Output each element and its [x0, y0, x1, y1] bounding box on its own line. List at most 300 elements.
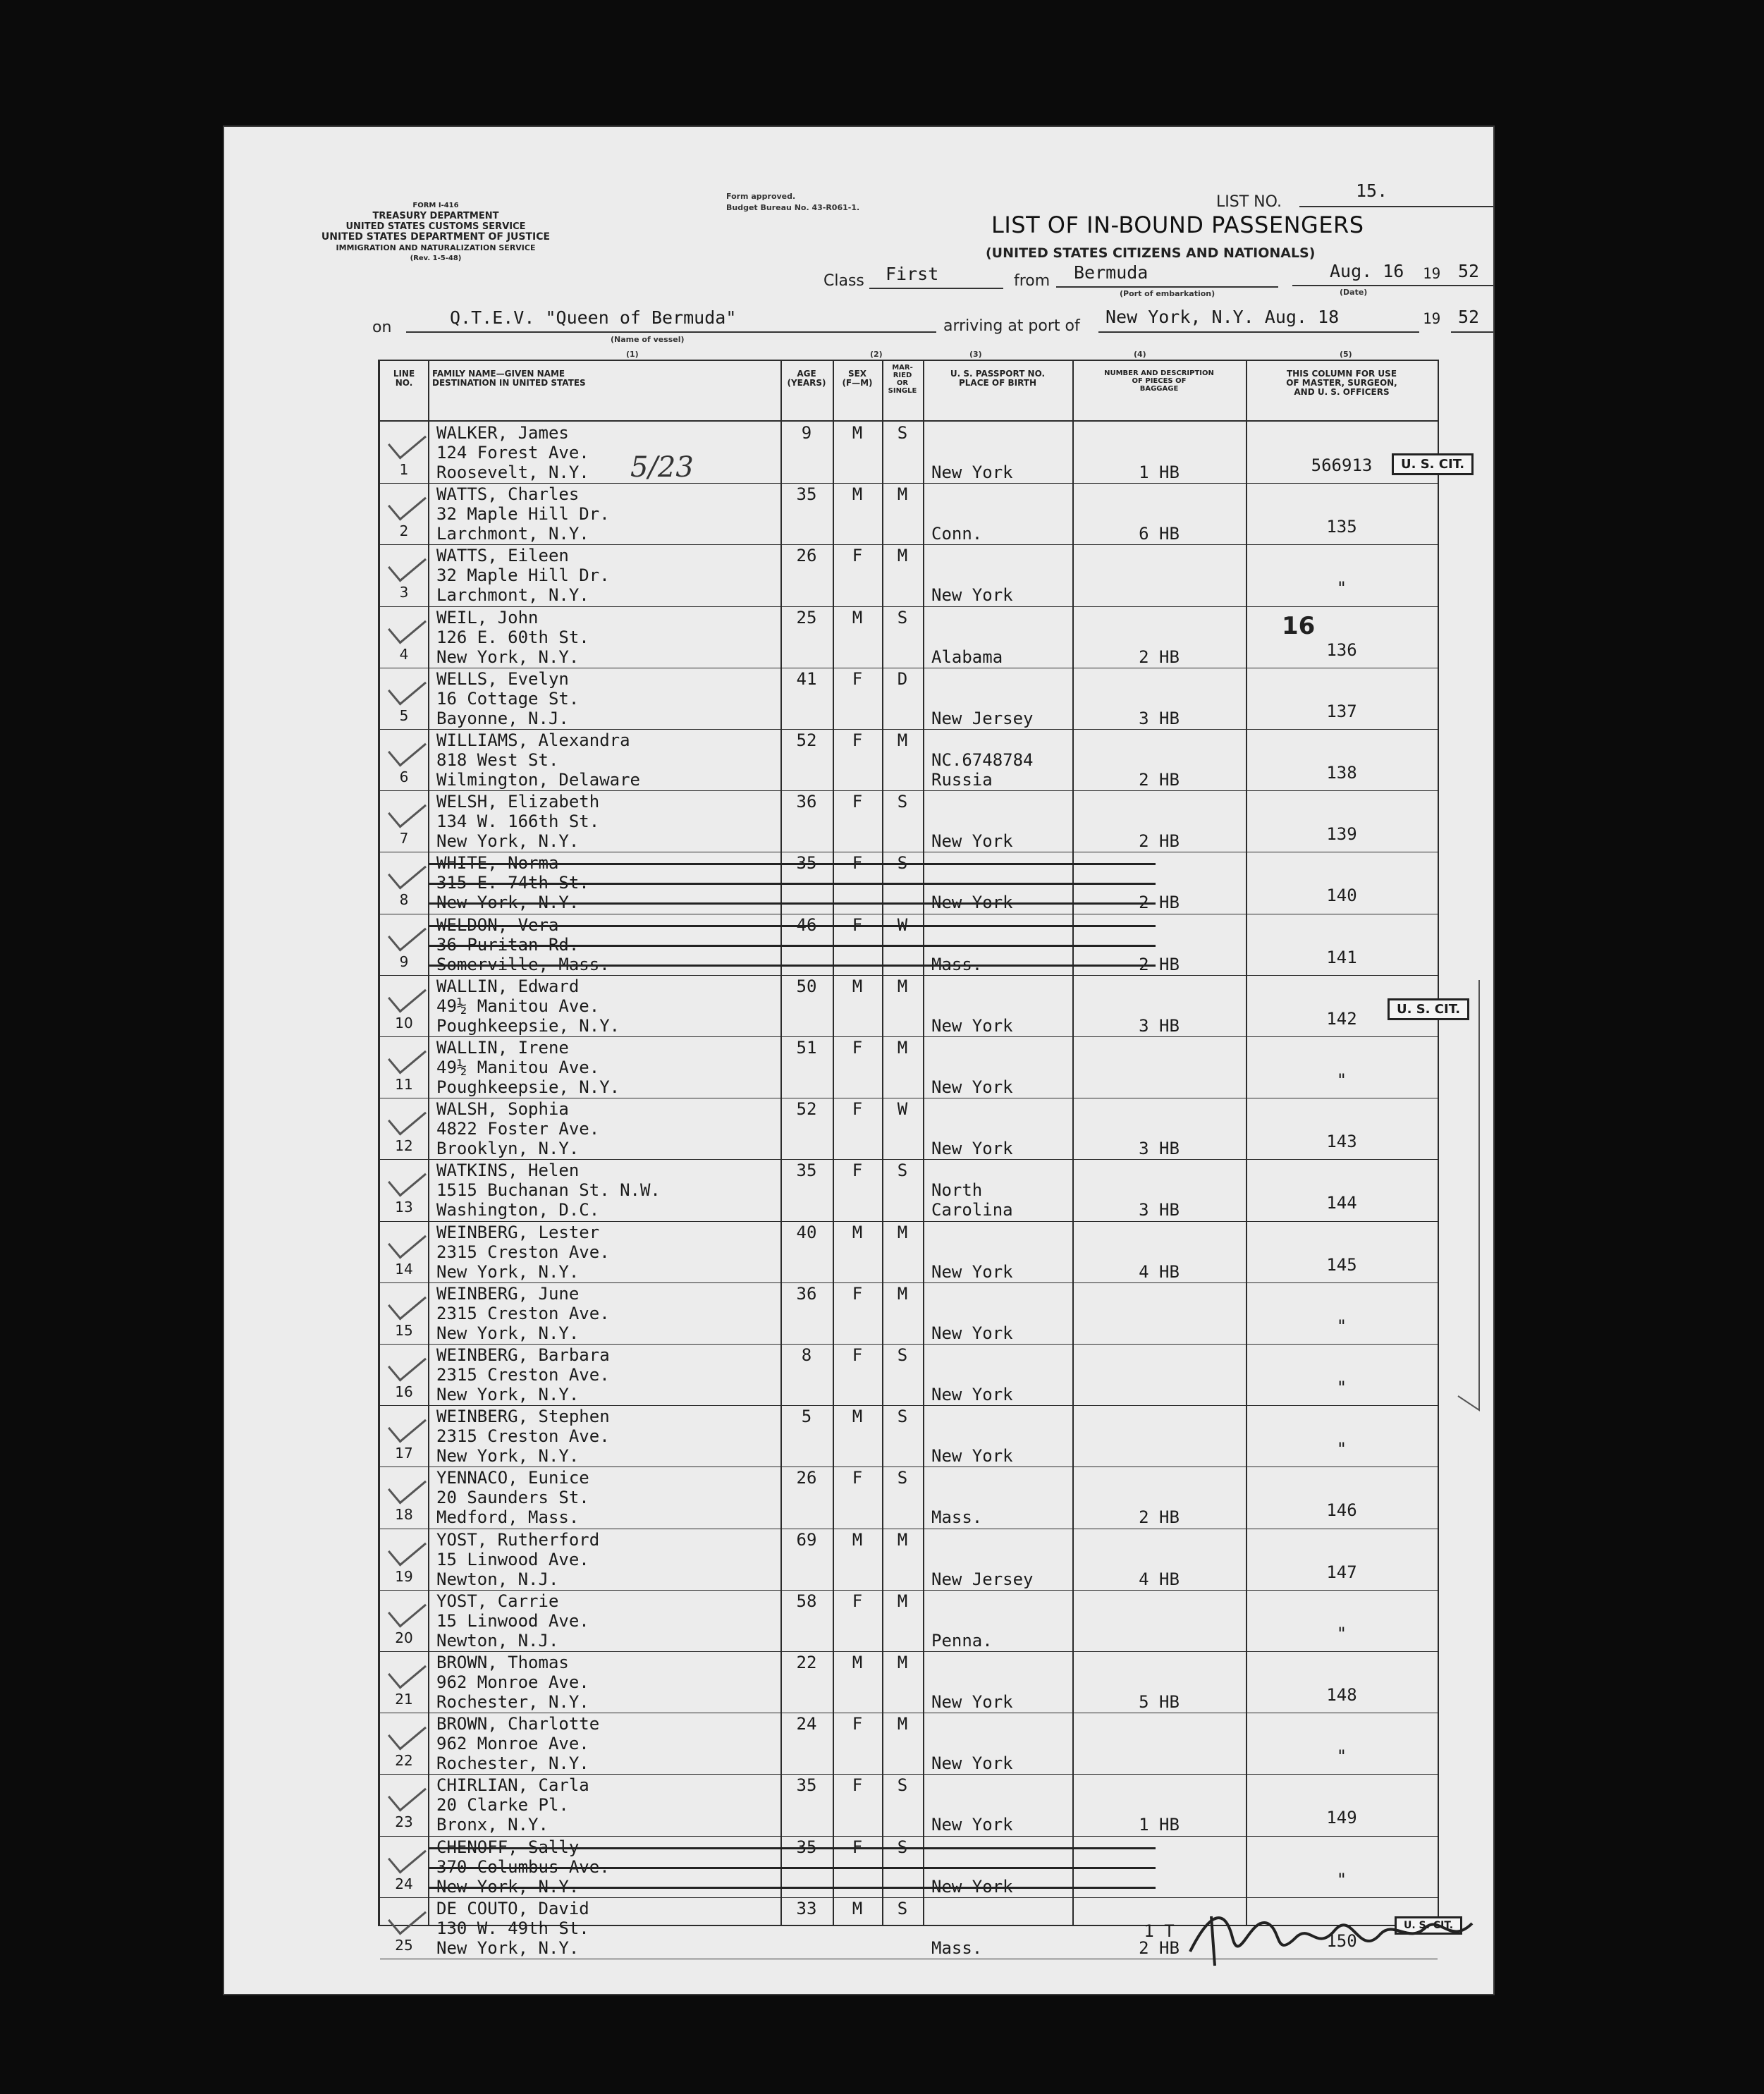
- address-street: 16 Cottage St.: [436, 688, 580, 709]
- line-number: 10: [395, 1014, 413, 1031]
- col-header-married: MAR- RIED OR SINGLE: [888, 364, 917, 395]
- table-row: [380, 729, 1438, 790]
- birth-place: New York: [931, 585, 1013, 606]
- budget-bureau: Budget Bureau No. 43-R061-1.: [726, 203, 860, 212]
- marital-status: S: [897, 1345, 908, 1365]
- table-row: [380, 852, 1438, 913]
- check-mark: [388, 1037, 427, 1074]
- officer-notes: ": [1336, 1070, 1347, 1090]
- officer-notes: ": [1336, 1746, 1347, 1767]
- table-row: [380, 1344, 1438, 1405]
- departure-year: 52: [1458, 261, 1480, 281]
- address-city: New York, N.Y.: [436, 1876, 580, 1897]
- handwritten-number: 16: [1282, 612, 1316, 640]
- sex: M: [852, 1529, 863, 1550]
- officer-notes: 136: [1326, 639, 1357, 660]
- strike-through: [429, 902, 1156, 905]
- line-number: 8: [399, 891, 409, 909]
- strike-through: [429, 925, 1156, 927]
- vessel-caption: (Name of vessel): [611, 335, 685, 344]
- address-city: Poughkeepsie, N.Y.: [436, 1077, 620, 1097]
- birth-place: New York: [931, 1446, 1013, 1467]
- birth-place: New York: [931, 1876, 1013, 1897]
- baggage: 1 HB: [1139, 463, 1180, 482]
- age: 51: [796, 1038, 817, 1058]
- line-number: 20: [395, 1629, 413, 1646]
- address-city: Bayonne, N.J.: [436, 708, 569, 728]
- marital-status: D: [897, 668, 908, 689]
- officer-notes: 141: [1326, 947, 1357, 967]
- address-city: Rochester, N.Y.: [436, 1753, 589, 1774]
- passenger-name: WELSH, Elizabeth: [436, 792, 600, 812]
- handwritten-date: 5/23: [630, 451, 694, 484]
- line-number: 23: [395, 1813, 413, 1831]
- address-street: 130 W. 49th St.: [436, 1918, 589, 1938]
- table-row: [380, 1774, 1438, 1835]
- address-city: Medford, Mass.: [436, 1507, 580, 1528]
- birth-place: Mass.: [931, 954, 983, 974]
- marital-status: S: [897, 853, 908, 874]
- list-no-label: LIST NO.: [1216, 193, 1282, 211]
- check-mark: [388, 484, 427, 521]
- address-city: Newton, N.J.: [436, 1569, 559, 1589]
- marital-status: M: [897, 1529, 908, 1550]
- address-city: Rochester, N.Y.: [436, 1692, 589, 1712]
- marital-status: M: [897, 1591, 908, 1611]
- birth-place-top: North: [931, 1180, 983, 1201]
- passenger-name: DE COUTO, David: [436, 1898, 589, 1918]
- table-row: [380, 606, 1438, 668]
- address-street: 2315 Creston Ave.: [436, 1426, 610, 1447]
- check-mark: [388, 1591, 427, 1627]
- sex: M: [852, 1898, 863, 1918]
- age: 50: [796, 976, 817, 996]
- passenger-name: WALSH, Sophia: [436, 1099, 569, 1120]
- sex: M: [852, 1222, 863, 1242]
- age: 35: [796, 1775, 817, 1796]
- birth-place: Alabama: [931, 647, 1003, 667]
- birth-place: New York: [931, 1015, 1013, 1036]
- officer-notes: 138: [1326, 763, 1357, 783]
- sex: F: [852, 668, 863, 689]
- arrival-underline: [1098, 331, 1419, 333]
- baggage: 4 HB: [1139, 1569, 1180, 1589]
- check-mark: [388, 422, 427, 459]
- passenger-name: WEINBERG, Stephen: [436, 1407, 610, 1427]
- line-number: 6: [399, 769, 409, 785]
- sex: M: [852, 484, 863, 505]
- line-number: 7: [399, 830, 409, 847]
- sex: F: [852, 1161, 863, 1181]
- year-underline: [1451, 331, 1493, 333]
- address-street: 962 Monroe Ave.: [436, 1734, 589, 1754]
- marital-status: W: [897, 914, 908, 935]
- officer-notes: 147: [1326, 1562, 1357, 1582]
- strike-through: [429, 1887, 1156, 1889]
- check-mark: [388, 1161, 427, 1197]
- officer-notes: 148: [1326, 1685, 1357, 1705]
- passenger-name: WEINBERG, Barbara: [436, 1345, 610, 1365]
- col-header-name: FAMILY NAME—GIVEN NAME DESTINATION IN UNITED STATES: [432, 369, 586, 388]
- passenger-name: WALLIN, Irene: [436, 1038, 569, 1058]
- sex: F: [852, 853, 863, 874]
- baggage: 2 HB: [1139, 893, 1180, 913]
- check-mark: [388, 1529, 427, 1566]
- line-number: 2: [399, 522, 409, 540]
- address-street: 15 Linwood Ave.: [436, 1610, 589, 1631]
- officer-notes: ": [1336, 1378, 1347, 1397]
- check-mark: [388, 853, 427, 890]
- arrival-year: 52: [1458, 307, 1480, 327]
- check-mark: [388, 1468, 427, 1505]
- departure-date: Aug. 16: [1330, 261, 1404, 281]
- vessel-name: Q.T.E.V. "Queen of Bermuda": [450, 307, 737, 328]
- table-row: [380, 1405, 1438, 1467]
- baggage: 6 HB: [1139, 524, 1180, 544]
- age: 24: [796, 1714, 817, 1734]
- check-mark: [388, 730, 427, 766]
- page-subtitle: (UNITED STATES CITIZENS AND NATIONALS): [986, 245, 1316, 261]
- address-street: 962 Monroe Ave.: [436, 1672, 589, 1692]
- marital-status: S: [897, 1837, 908, 1857]
- address-city: New York, N.Y.: [436, 647, 580, 667]
- birth-place: Russia: [931, 770, 993, 790]
- sex: F: [852, 792, 863, 812]
- check-mark: [388, 1099, 427, 1136]
- line-number: 16: [395, 1383, 413, 1400]
- marital-status: M: [897, 1714, 908, 1734]
- treasury-dept: TREASURY DEPARTMENT: [372, 211, 499, 221]
- baggage: 2 HB: [1139, 1937, 1180, 1958]
- marital-status: M: [897, 1653, 908, 1672]
- sex: M: [852, 976, 863, 996]
- age: 8: [801, 1345, 812, 1365]
- passenger-name: WELLS, Evelyn: [436, 668, 569, 689]
- passenger-name: CHENOFF, Sally: [436, 1837, 580, 1857]
- birth-place: New York: [931, 831, 1013, 852]
- age: 9: [801, 423, 812, 443]
- check-mark: [388, 976, 427, 1012]
- officer-notes: 143: [1326, 1132, 1357, 1152]
- us-cit-stamp-3: U. S. CIT.: [1395, 1916, 1462, 1935]
- passenger-name: WEIL, John: [436, 607, 539, 627]
- col-header-baggage: NUMBER AND DESCRIPTION OF PIECES OF BAGGAGE: [1104, 369, 1214, 393]
- address-city: Washington, D.C.: [436, 1200, 600, 1220]
- marital-status: S: [897, 1161, 908, 1181]
- line-number: 3: [399, 584, 409, 601]
- form-number: FORM I-416: [412, 202, 459, 209]
- table-row: [380, 1221, 1438, 1282]
- passenger-name: CHIRLIAN, Carla: [436, 1775, 589, 1796]
- sex: M: [852, 1407, 863, 1427]
- table-row: [380, 1713, 1438, 1774]
- baggage: 3 HB: [1139, 1139, 1180, 1159]
- baggage: 3 HB: [1139, 1200, 1180, 1220]
- birth-place: New York: [931, 1139, 1013, 1159]
- line-number: 25: [395, 1936, 413, 1954]
- address-city: Bronx, N.Y.: [436, 1815, 549, 1835]
- address-street: 4822 Foster Ave.: [436, 1119, 600, 1139]
- table-row: [380, 790, 1438, 852]
- marital-status: S: [897, 1898, 908, 1918]
- from-value: Bermuda: [1074, 262, 1149, 283]
- address-street: 36 Puritan Rd.: [436, 934, 580, 955]
- class-label: Class: [823, 272, 864, 290]
- age: 58: [796, 1591, 817, 1611]
- customs-service: UNITED STATES CUSTOMS SERVICE: [345, 221, 526, 232]
- baggage: 2 HB: [1139, 647, 1180, 667]
- line-number: 9: [399, 953, 409, 970]
- birth-place: New Jersey: [931, 708, 1034, 728]
- passenger-name: WELDON, Vera: [436, 914, 559, 935]
- line-number: 24: [395, 1875, 413, 1892]
- address-city: Newton, N.J.: [436, 1630, 559, 1651]
- check-mark: [388, 607, 427, 644]
- table-row: [380, 975, 1438, 1036]
- form-revision: (Rev. 1-5-48): [410, 255, 462, 262]
- line-number: 14: [395, 1260, 413, 1278]
- address-street: 20 Clarke Pl.: [436, 1795, 569, 1816]
- sex: M: [852, 423, 863, 443]
- table-row: [380, 1467, 1438, 1528]
- address-city: Wilmington, Delaware: [436, 770, 640, 790]
- check-mark: [388, 1898, 427, 1935]
- birth-place: Penna.: [931, 1630, 993, 1651]
- sex: M: [852, 1653, 863, 1672]
- address-street: 32 Maple Hill Dr.: [436, 504, 610, 525]
- birth-place: New York: [931, 1815, 1013, 1835]
- sex: F: [852, 1038, 863, 1058]
- col-header-passport: U. S. PASSPORT NO. PLACE OF BIRTH: [950, 369, 1046, 388]
- birth-place: New York: [931, 463, 1013, 482]
- age: 36: [796, 1283, 817, 1304]
- table-row: [380, 1036, 1438, 1098]
- age: 26: [796, 546, 817, 566]
- address-street: 1515 Buchanan St. N.W.: [436, 1180, 661, 1201]
- col-num-5: (5): [1340, 350, 1352, 359]
- table-row: [380, 1836, 1438, 1897]
- age: 35: [796, 484, 817, 505]
- officer-notes: ": [1336, 1623, 1347, 1643]
- table-row: [380, 914, 1438, 975]
- address-street: 126 E. 60th St.: [436, 627, 589, 647]
- check-mark: [388, 1714, 427, 1751]
- baggage: 1 HB: [1139, 1815, 1180, 1835]
- col-num-3: (3): [969, 350, 982, 359]
- officer-notes: 135: [1326, 517, 1357, 537]
- officer-notes: ": [1336, 578, 1347, 599]
- passenger-name: WATTS, Charles: [436, 484, 580, 505]
- us-cit-stamp: U. S. CIT.: [1392, 453, 1474, 475]
- sex: F: [852, 1099, 863, 1120]
- sex: F: [852, 1468, 863, 1488]
- age: 25: [796, 607, 817, 627]
- officer-notes: 566913: [1311, 455, 1373, 475]
- check-mark: [388, 1345, 427, 1381]
- marital-status: M: [897, 730, 908, 750]
- marital-status: W: [897, 1099, 908, 1120]
- age: 26: [796, 1468, 817, 1488]
- sex: F: [852, 914, 863, 935]
- table-row: [380, 1529, 1438, 1590]
- line-number: 13: [395, 1199, 413, 1216]
- birth-place: New York: [931, 1077, 1013, 1097]
- birth-place: New York: [931, 1385, 1013, 1404]
- birth-place: New York: [931, 893, 1013, 913]
- passenger-name: WATKINS, Helen: [436, 1161, 580, 1181]
- address-street: 370 Columbus Ave.: [436, 1856, 610, 1877]
- baggage: 2 HB: [1139, 770, 1180, 790]
- baggage: 3 HB: [1139, 1015, 1180, 1036]
- arriving-label: arriving at port of: [943, 317, 1080, 335]
- age: 33: [796, 1898, 817, 1918]
- address-city: Larchmont, N.Y.: [436, 524, 589, 544]
- address-street: 20 Saunders St.: [436, 1488, 589, 1508]
- marital-status: S: [897, 792, 908, 812]
- officer-notes: 137: [1326, 701, 1357, 721]
- page-title: LIST OF IN-BOUND PASSENGERS: [991, 212, 1364, 238]
- age: 46: [796, 914, 817, 935]
- address-city: New York, N.Y.: [436, 1385, 580, 1404]
- col-header-officers: THIS COLUMN FOR USE OF MASTER, SURGEON, AND U. S. OFFICERS: [1286, 369, 1397, 397]
- birth-place: New York: [931, 1323, 1013, 1343]
- address-street: 49½ Manitou Ave.: [436, 1058, 600, 1077]
- sex: F: [852, 1837, 863, 1857]
- address-city: New York, N.Y.: [436, 1937, 580, 1958]
- officer-notes: 150: [1326, 1930, 1357, 1951]
- birth-place: Mass.: [931, 1507, 983, 1528]
- passenger-name: WEINBERG, Lester: [436, 1222, 600, 1242]
- address-street: 818 West St.: [436, 750, 559, 770]
- address-street: 15 Linwood Ave.: [436, 1549, 589, 1569]
- col-header-line: LINE NO.: [393, 369, 415, 388]
- port-caption: (Port of embarkation): [1120, 289, 1215, 298]
- officer-notes: ": [1336, 1316, 1347, 1336]
- check-mark: [388, 1407, 427, 1443]
- passenger-name: BROWN, Charlotte: [436, 1714, 600, 1734]
- birth-place: New York: [931, 1261, 1013, 1282]
- date-underline: [1292, 285, 1493, 286]
- officer-notes: ": [1336, 1439, 1347, 1459]
- line-number: 1: [399, 461, 409, 478]
- class-underline: [869, 288, 1003, 289]
- on-label: on: [372, 319, 392, 336]
- age: 52: [796, 730, 817, 750]
- col-num-2: (2): [870, 350, 883, 359]
- passenger-name: WILLIAMS, Alexandra: [436, 730, 630, 750]
- address-city: Poughkeepsie, N.Y.: [436, 1015, 620, 1036]
- marital-status: M: [897, 484, 908, 505]
- date-caption: (Date): [1340, 288, 1368, 297]
- marital-status: S: [897, 1775, 908, 1796]
- sex: M: [852, 607, 863, 627]
- address-city: New York, N.Y.: [436, 1446, 580, 1467]
- address-city: Brooklyn, N.Y.: [436, 1139, 580, 1159]
- age: 5: [801, 1407, 812, 1427]
- age: 40: [796, 1222, 817, 1242]
- manifest-page: [224, 127, 1493, 1994]
- check-mark: [388, 1775, 427, 1812]
- line-number: 11: [395, 1076, 413, 1093]
- age: 35: [796, 1161, 817, 1181]
- col-num-1: (1): [626, 350, 639, 359]
- ins-service: IMMIGRATION AND NATURALIZATION SERVICE: [336, 243, 536, 252]
- officer-notes: ": [1336, 1869, 1347, 1890]
- table-row: [380, 483, 1438, 544]
- address-city: New York, N.Y.: [436, 1323, 580, 1343]
- address-street: 2315 Creston Ave.: [436, 1303, 610, 1323]
- inspector-signature: [1183, 1895, 1486, 1973]
- marital-status: S: [897, 1468, 908, 1488]
- passenger-name: WATTS, Eileen: [436, 546, 569, 566]
- col-header-sex: SEX (F—M): [842, 369, 873, 388]
- age: 41: [796, 668, 817, 689]
- line-number: 17: [395, 1445, 413, 1462]
- line-number: 15: [395, 1321, 413, 1339]
- table-row: [380, 1282, 1438, 1344]
- strike-through: [429, 863, 1156, 865]
- passenger-name: WALLIN, Edward: [436, 976, 580, 996]
- passenger-name: WHITE, Norma: [436, 853, 559, 874]
- marital-status: M: [897, 546, 908, 566]
- age: 35: [796, 853, 817, 874]
- age: 52: [796, 1099, 817, 1120]
- passport-number: NC.6748784: [931, 750, 1034, 770]
- passenger-name: WALKER, James: [436, 423, 569, 443]
- line-number: 22: [395, 1752, 413, 1770]
- birth-place: New Jersey: [931, 1569, 1034, 1589]
- age: 35: [796, 1837, 817, 1857]
- age: 36: [796, 792, 817, 812]
- sex: F: [852, 546, 863, 566]
- officer-notes: 140: [1326, 886, 1357, 906]
- justice-dept: UNITED STATES DEPARTMENT OF JUSTICE: [321, 231, 551, 243]
- baggage: 5 HB: [1139, 1692, 1180, 1712]
- check-mark: [388, 1222, 427, 1259]
- birth-place: Mass.: [931, 1937, 983, 1958]
- marital-status: S: [897, 1407, 908, 1427]
- officer-notes: 146: [1326, 1500, 1357, 1521]
- officer-notes: 139: [1326, 824, 1357, 845]
- birth-place: Carolina: [931, 1200, 1013, 1220]
- address-city: New York, N.Y.: [436, 1261, 580, 1282]
- arrival-port-date: New York, N.Y. Aug. 18: [1105, 307, 1340, 327]
- officer-notes: 145: [1326, 1254, 1357, 1275]
- table-row: [380, 1590, 1438, 1651]
- address-city: Somerville, Mass.: [436, 954, 610, 974]
- officer-notes: 144: [1326, 1193, 1357, 1213]
- table-row: [380, 668, 1438, 729]
- check-mark: [388, 914, 427, 951]
- table-row: [380, 544, 1438, 606]
- birth-place: New York: [931, 1753, 1013, 1774]
- check-mark: [388, 1837, 427, 1873]
- passenger-name: BROWN, Thomas: [436, 1653, 569, 1672]
- sex: F: [852, 1591, 863, 1611]
- strike-through: [429, 965, 1156, 967]
- form-approved: Form approved.: [726, 192, 796, 201]
- marital-status: M: [897, 1222, 908, 1242]
- baggage: 4 HB: [1139, 1261, 1180, 1282]
- strike-through: [429, 883, 1156, 885]
- baggage: 2 HB: [1139, 954, 1180, 974]
- bracket-marks: [1451, 973, 1493, 1424]
- sex: F: [852, 1775, 863, 1796]
- table-row: [380, 1651, 1438, 1713]
- marital-status: S: [897, 607, 908, 627]
- passenger-name: YENNACO, Eunice: [436, 1468, 589, 1488]
- sex: F: [852, 1345, 863, 1365]
